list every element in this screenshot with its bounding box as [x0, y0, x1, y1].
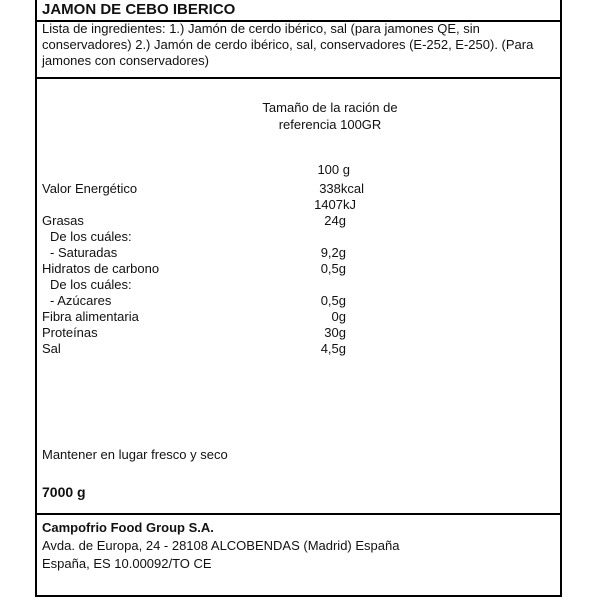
- nutrition-column-header: 100 g: [317, 162, 350, 177]
- serving-label-line2: referencia 100GR: [278, 117, 382, 132]
- nutrition-row-value: 24g: [324, 213, 346, 228]
- nutrition-row-value: 0,5g: [320, 293, 346, 308]
- nutrition-row-value: 4,5g: [320, 341, 346, 356]
- nutrition-row-value: 30g: [324, 325, 346, 340]
- nutrition-row-value: 9,2g: [320, 245, 346, 260]
- nutrition-row-value: 338kcal: [319, 181, 364, 196]
- sanitary-registry: España, ES 10.00092/TO CE: [42, 556, 212, 571]
- nutrition-row-label: De los cuáles:: [50, 229, 132, 244]
- nutrition-row-value: 0,5g: [320, 261, 346, 276]
- nutrition-row-label: Sal: [42, 341, 61, 356]
- nutrition-row-value: 1407kJ: [314, 197, 356, 212]
- product-title: JAMON DE CEBO IBERICO: [42, 1, 236, 18]
- nutrition-row-label: Fibra alimentaria: [42, 309, 139, 324]
- company-name: Campofrio Food Group S.A.: [42, 520, 214, 535]
- nutrition-row-label: Valor Energético: [42, 181, 138, 196]
- ingredients-list: Lista de ingredientes: 1.) Jamón de cerdo ibérico, sal (para jamones QE, sin conservadores) 2.) Jamón de cerdo ibérico, sal, conservadores (E-252, E-250). (Para jamones con conservadores): [42, 21, 534, 68]
- company-divider: [35, 513, 562, 515]
- nutrition-row-label: Grasas: [42, 213, 84, 228]
- nutrition-row-label: - Azúcares: [50, 293, 112, 308]
- storage-instructions: Mantener en lugar fresco y seco: [42, 447, 228, 462]
- ingredients-divider: [35, 77, 562, 79]
- serving-label-line1: Tamaño de la ración de: [262, 100, 398, 115]
- nutrition-row-label: Proteínas: [42, 325, 98, 340]
- nutrition-row-label: Hidratos de carbono: [42, 261, 160, 276]
- nutrition-row-label: - Saturadas: [50, 245, 118, 260]
- nutrition-row-label: De los cuáles:: [50, 277, 132, 292]
- nutrition-row-value: 0g: [331, 309, 346, 324]
- net-weight: 7000 g: [42, 484, 86, 500]
- company-address: Avda. de Europa, 24 - 28108 ALCOBENDAS (Madrid) España: [42, 538, 400, 553]
